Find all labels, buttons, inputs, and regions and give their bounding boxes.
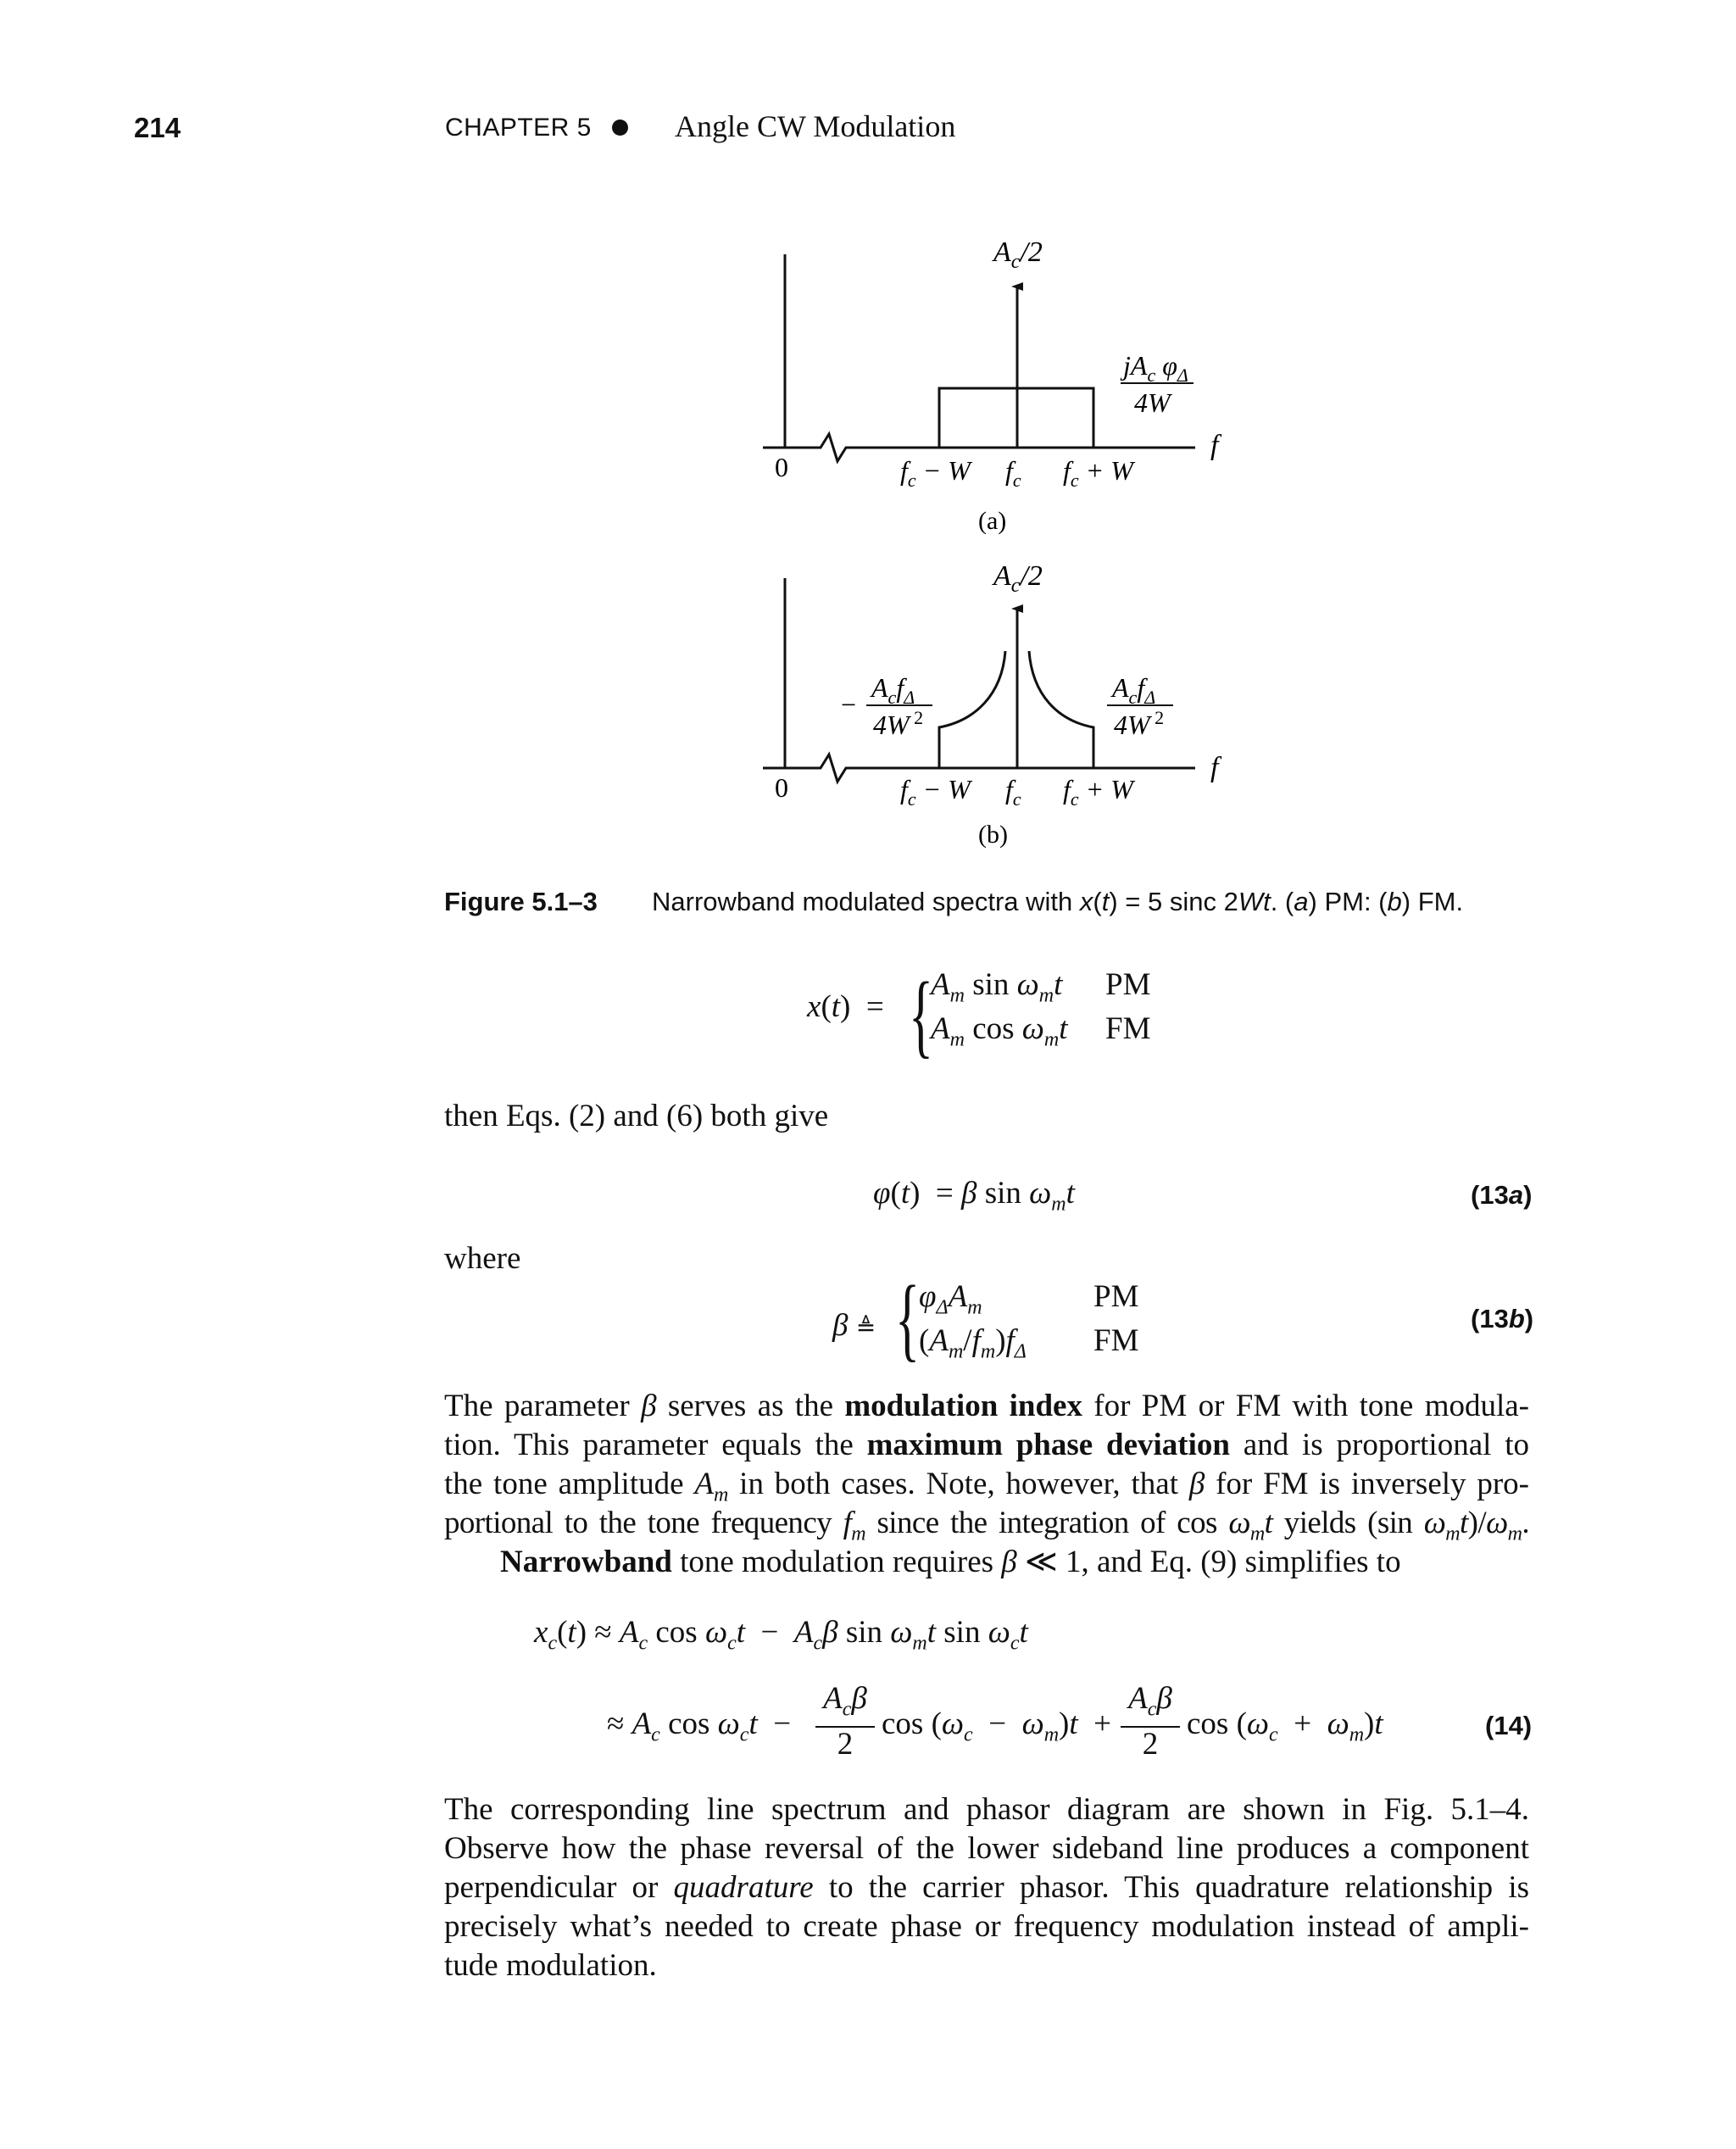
chapter-label: CHAPTER 5 xyxy=(445,114,592,142)
panel-a-origin: 0 xyxy=(775,452,788,482)
panel-b-left-sign: − xyxy=(841,689,857,720)
eq-xt-brace: { xyxy=(909,963,934,1066)
panel-b-tick-left: $f_c - W$ xyxy=(900,774,971,810)
spectrum-figure xyxy=(0,0,1736,882)
then-line: then Eqs. (2) and (6) both give xyxy=(444,1099,829,1133)
eq-13b-lhs: β ≜ xyxy=(832,1308,876,1343)
eq-13b-case1: $\varphi_\Delta A_m$ xyxy=(919,1279,982,1319)
panel-b xyxy=(763,578,1195,782)
paragraph-modulation-index: The parameter β serves as the modulation index for PM or FM with tone modula- tion. This parameter equals the maximum phase deviation and is proportional to the tone amplitude $A_m$ in both cases. Note, however, that β for FM is inversely pro- portional to the tone frequency $f_m$ since the integration of $\cos \omega_mt$ yields (sin $\omega_mt)/\omega_m$. Narrowband tone modulation requires β ≪ 1, and Eq. (9) simplifies to xyxy=(444,1389,1530,1579)
panel-b-left-den: 4W $^2$ xyxy=(873,707,924,740)
eq-xt-case1: $A_m$ $\sin \omega_mt$ xyxy=(931,967,1063,1007)
eq-13b-brace: { xyxy=(895,1267,921,1370)
eq-14-frac1: $A_c\beta$ 2 xyxy=(815,1682,875,1762)
eq-14-line1: $x_c(t) \approx A_c$ $\cos \omega_ct - A_c\beta$ $\sin \omega_mt$ $\sin \omega_ct$ xyxy=(534,1615,1028,1655)
panel-a-height-den: 4W xyxy=(1134,387,1171,418)
panel-a-peak-label: $A_c/2$ xyxy=(993,237,1043,273)
running-title: Angle CW Modulation xyxy=(675,109,956,143)
panel-b-left-curve xyxy=(939,651,1005,768)
panel-b-peak-label: $A_c/2$ xyxy=(993,560,1043,597)
panel-b-tick-right: $f_c + W$ xyxy=(1063,774,1133,810)
figure-caption-text: Narrowband modulated spectra with x(t) = 5 sinc 2Wt. (a) PM: (b) FM. xyxy=(652,887,1464,916)
eq-13b-case2: $(A_m/f_m)f_\Delta$ xyxy=(919,1323,1027,1363)
panel-a-axis-label: f xyxy=(1210,430,1219,461)
panel-b-right-num: $A_cf_\Delta$ xyxy=(1112,672,1156,708)
panel-a-height-num: $jA_c$ $\varphi_\Delta$ xyxy=(1123,350,1188,386)
panel-a-tick-right: $f_c + W$ xyxy=(1063,455,1133,491)
eq-13b-case1-tag: PM xyxy=(1093,1279,1139,1314)
panel-b-tick-center: $f_c$ xyxy=(1005,774,1021,810)
eq-14-number: (14) xyxy=(1485,1711,1533,1740)
panel-b-right-curve xyxy=(1029,651,1093,768)
figure-caption-label: Figure 5.1–3 xyxy=(444,887,598,916)
eq-14-line2-part1: ≈ $A_c$ $\cos \omega_ct$ − xyxy=(607,1706,792,1746)
eq-13a-number: (13a) xyxy=(1471,1180,1533,1210)
eq-xt-case1-tag: PM xyxy=(1105,967,1151,1002)
eq-13a: φ(t) = β $\sin \omega_mt$ xyxy=(873,1176,1075,1216)
panel-b-axis-label: f xyxy=(1210,752,1219,783)
panel-b-origin: 0 xyxy=(775,772,788,803)
paragraph-quadrature: The corresponding line spectrum and phasor diagram are shown in Fig. 5.1–4. Observe how the phase reversal of the lower sideband line produces a component perpendicular or quadrature to the carrier phasor. This quadrature relationship is precisely what’s needed to create phase or frequency modulation instead of ampli- tude modulation. xyxy=(444,1792,1529,1983)
eq-14-line2-part2: $\cos (\omega_c - \omega_m)t$ + xyxy=(882,1706,1112,1746)
eq-xt-lhs: x(t) = xyxy=(807,989,884,1024)
panel-b-left-num: $A_cf_\Delta$ xyxy=(871,672,915,708)
eq-13b-number: (13b) xyxy=(1471,1304,1534,1333)
panel-a-tick-center: $f_c$ xyxy=(1005,455,1021,491)
panel-b-label: (b) xyxy=(978,821,1008,849)
eq-xt-case2: $A_m$ $\cos \omega_mt$ xyxy=(931,1011,1068,1051)
where-label: where xyxy=(444,1241,521,1276)
eq-14-frac2: $A_c\beta$ 2 xyxy=(1121,1682,1180,1762)
page-number: 214 xyxy=(134,112,181,143)
eq-13b-case2-tag: FM xyxy=(1093,1323,1139,1358)
panel-b-right-den: 4W $^2$ xyxy=(1114,707,1165,740)
eq-xt-case2-tag: FM xyxy=(1105,1011,1151,1046)
panel-a-label: (a) xyxy=(978,507,1007,535)
panel-a-tick-left: $f_c - W$ xyxy=(900,455,971,491)
eq-14-line2-part3: $\cos (\omega_c + \omega_m)t$ xyxy=(1187,1706,1383,1746)
